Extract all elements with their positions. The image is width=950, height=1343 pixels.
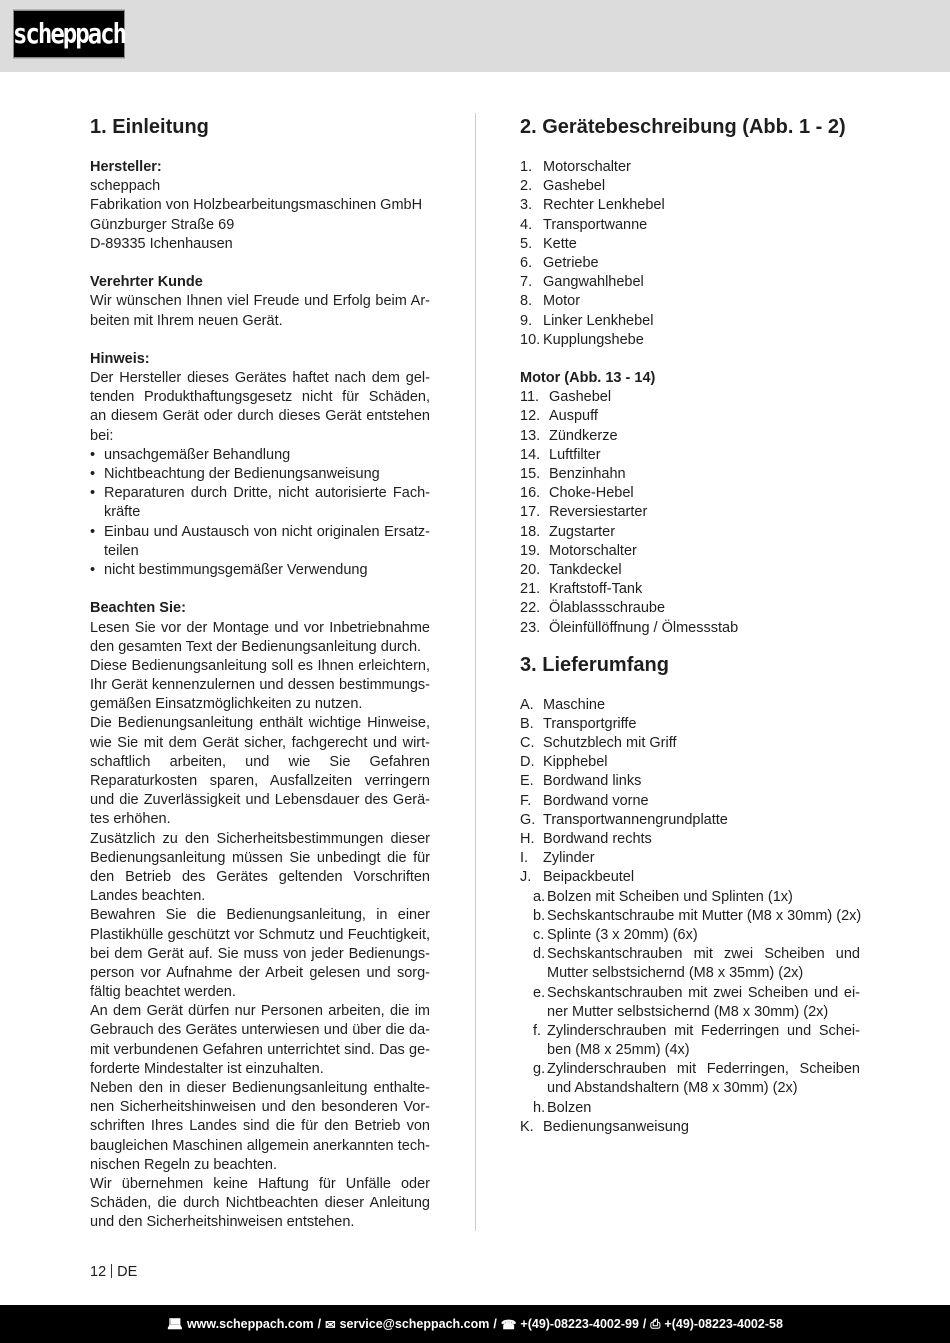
text-line: Nichtbeachtung der Bedienungsanweisung — [104, 466, 380, 483]
text-line: an diesem Gerät oder durch dieses Gerät entstehen — [90, 408, 430, 425]
item-number: 2. — [520, 178, 533, 195]
text-line: Der Hersteller dieses Gerätes haftet nach dem gel- — [90, 370, 430, 387]
item-number: 3. — [520, 197, 533, 214]
sub-item — [520, 907, 860, 926]
paragraph — [90, 599, 430, 657]
text-line: nen Sicherheitshinweisen und den besonderen Vor- — [90, 1099, 430, 1116]
sub-item — [520, 1099, 860, 1118]
item-label: Kette — [543, 235, 577, 252]
list-item — [520, 849, 860, 868]
item-label: Öleinfüllöffnung / Ölmessstab — [549, 619, 739, 636]
item-letter: d. — [533, 946, 546, 963]
text-line: Fabrikation von Holzbearbeitungsmaschinen GmbH — [90, 197, 423, 214]
text-line: Schäden, die durch Nichtbeachten dieser Anleitung — [90, 1195, 430, 1212]
parts-list — [520, 158, 860, 350]
item-letter: a. — [533, 888, 546, 905]
text-line: Landes beachten. — [90, 888, 206, 905]
footer-phone: +(49)-08223-4002-99 — [520, 1317, 639, 1331]
text-line: und die Zuverlässigkeit und Lebensdauer des Gerä- — [90, 792, 430, 809]
item-label: Bordwand links — [543, 773, 642, 790]
item-number: 15. — [520, 466, 541, 482]
item-number: 13. — [520, 427, 541, 444]
footer-website[interactable]: www.scheppach.com — [186, 1317, 314, 1331]
text-line: Einbau und Austausch von nicht originalen Ersatz- — [104, 523, 430, 540]
text-line: Sechskantschraube mit Mutter (M8 x 30mm) (2x) — [547, 907, 862, 924]
footer-fax: +(49)-08223-4002-58 — [664, 1317, 783, 1331]
item-label: Rechter Lenkhebel — [543, 197, 665, 214]
list-item — [520, 503, 860, 522]
list-item — [520, 273, 860, 292]
item-label: Kupplungshebe — [543, 331, 644, 348]
text-line: nicht bestimmungsgemäßer Verwendung — [104, 561, 368, 578]
paragraph — [90, 158, 430, 254]
item-number: 10. — [520, 331, 541, 348]
item-number: E. — [520, 773, 534, 790]
text-line: teilen — [104, 542, 139, 559]
sub-item — [520, 926, 860, 945]
item-letter: f. — [533, 1022, 542, 1039]
list-item — [520, 254, 860, 273]
item-number: F. — [520, 792, 532, 809]
list-item — [520, 407, 860, 426]
item-number: 19. — [520, 542, 541, 559]
sub-item — [520, 1060, 860, 1098]
list-item — [520, 465, 860, 484]
list-item — [520, 792, 860, 811]
text-line: Bewahren Sie die Bedienungsanleitung, in einer — [90, 907, 430, 924]
text-line: ner Mutter selbstsichernd (M8 x 30mm) (2x) — [547, 1003, 829, 1020]
item-label: Luftfilter — [549, 446, 601, 463]
item-label: Bordwand rechts — [543, 831, 652, 847]
section-title-einleitung: 1. Einleitung — [90, 116, 209, 138]
text-line: Diese Bedienungsanleitung soll es Ihnen erleichtern, — [90, 657, 430, 674]
list-item — [520, 388, 860, 407]
text-line: kräfte — [104, 504, 141, 521]
scope-list — [520, 696, 860, 888]
section-title-geraetebeschreibung: 2. Gerätebeschreibung (Abb. 1 - 2) — [520, 116, 846, 138]
text-line: Sechskantschrauben mit zwei Scheiben und — [547, 946, 860, 963]
text-line: Neben den in dieser Bedienungsanleitung enthalte- — [90, 1080, 430, 1097]
paragraph-heading: Beachten Sie: — [90, 600, 186, 617]
paragraph — [90, 906, 430, 1002]
bullet-icon: • — [90, 466, 96, 483]
bullet-item — [90, 561, 430, 580]
item-letter: g. — [533, 1061, 546, 1078]
item-label: Ölablassschraube — [549, 600, 666, 617]
item-number: 22. — [520, 600, 541, 617]
list-item — [520, 292, 860, 311]
text-line: gemäßen Einsatzmöglichkeiten zu nutzen. — [90, 696, 363, 713]
item-number: 5. — [520, 235, 533, 252]
item-letter: c. — [533, 926, 545, 943]
item-number: A. — [520, 696, 534, 713]
text-line: beiten mit Ihrem neuen Gerät. — [90, 312, 283, 329]
bullet-item — [90, 523, 430, 561]
item-label: Benzinhahn — [549, 466, 626, 482]
list-item — [520, 868, 860, 887]
text-line: Sechskantschrauben mit zwei Scheiben und ei- — [547, 984, 860, 1001]
item-label: Transportgriffe — [543, 715, 637, 732]
sub-item — [520, 888, 860, 907]
item-label: Zündkerze — [549, 427, 618, 444]
text-line: person vor Aufnahme der Arbeit gelesen und sorg- — [90, 964, 430, 981]
bullet-item — [90, 465, 430, 484]
text-line: Wir übernehmen keine Haftung für Unfälle oder — [90, 1175, 430, 1192]
item-label — [547, 907, 861, 926]
text-line: Die Bedienungsanleitung enthält wichtige Hinweise, — [90, 715, 430, 732]
bullet-text — [104, 465, 430, 484]
text-line: ben (M8 x 25mm) (4x) — [547, 1042, 690, 1059]
bullet-item — [90, 484, 430, 522]
text-line: schriften Ihres Landes sind die für den Betrieb von — [90, 1118, 430, 1135]
text-line: Mutter selbstsichernd (M8 x 35mm) (2x) — [547, 965, 804, 982]
header-bar — [0, 0, 950, 72]
item-number: 18. — [520, 523, 541, 540]
list-item — [520, 158, 860, 177]
list-item — [520, 177, 860, 196]
list-item — [520, 580, 860, 599]
item-label: Gashebel — [543, 178, 606, 195]
item-label: Transportwanne — [543, 216, 648, 233]
spacer — [90, 580, 430, 599]
list-item — [520, 561, 860, 580]
item-label: Linker Lenkhebel — [543, 312, 654, 329]
text-line: tenden Produkthaftungsgesetz nicht für Schäden, — [90, 389, 430, 406]
item-number: 11. — [520, 389, 540, 406]
text-line: fältig beachtet werden. — [90, 984, 236, 1001]
item-label: Beipackbeutel — [543, 869, 635, 886]
text-line: Plastikhülle geschützt vor Schmutz und Feuchtigkeit, — [90, 926, 430, 943]
item-number: 14. — [520, 446, 541, 463]
fax-icon: ⎙ — [650, 1316, 661, 1331]
item-number: 6. — [520, 254, 533, 271]
text-line: An dem Gerät dürfen nur Personen arbeiten, die im — [90, 1003, 430, 1020]
item-number: H. — [520, 831, 535, 847]
list-item — [520, 427, 860, 446]
item-number: 23. — [520, 619, 541, 636]
text-line: Reparaturkosten sparen, Ausfallzeiten verringern — [90, 773, 430, 790]
text-line: nischen Regeln zu beachten. — [90, 1156, 278, 1173]
item-label — [547, 1099, 860, 1118]
bullet-item — [90, 446, 430, 465]
text-line: bei: — [90, 427, 114, 444]
item-number: 12. — [520, 408, 541, 425]
text-line: Gebrauch des Gerätes unterwiesen und über die da- — [90, 1022, 430, 1039]
sub-item — [520, 1022, 860, 1060]
text-line: Zylinderschrauben mit Federringen, Scheiben — [547, 1061, 860, 1078]
paragraph-heading: Verehrter Kunde — [90, 274, 203, 291]
list-item — [520, 811, 860, 830]
item-label: Getriebe — [543, 254, 599, 271]
list-item — [520, 734, 860, 753]
item-number: 17. — [520, 504, 541, 521]
right-column — [520, 115, 860, 1137]
list-item — [520, 542, 860, 561]
list-item — [520, 753, 860, 772]
list-item: K. Bedienungsanweisung — [520, 1118, 689, 1135]
item-number: I. — [520, 850, 529, 867]
motor-heading: Motor (Abb. 13 - 14) — [520, 370, 656, 387]
text-line: Günzburger Straße 69 — [90, 216, 235, 233]
item-number: J. — [520, 869, 532, 886]
paragraph — [90, 830, 430, 907]
bullet-icon: • — [90, 446, 96, 463]
telephone-icon: ☎ — [500, 1317, 517, 1332]
text-line: Zylinderschrauben mit Federringen und Schei- — [547, 1022, 860, 1039]
item-label: Gashebel — [549, 389, 612, 406]
paragraph — [90, 350, 430, 446]
list-item — [520, 331, 860, 350]
text-line: Bolzen — [547, 1099, 592, 1116]
list-item — [520, 696, 860, 715]
list-item — [520, 312, 860, 331]
item-label: Choke-Hebel — [549, 485, 634, 502]
envelope-icon: ✉︎ — [325, 1317, 336, 1332]
bullet-text — [104, 446, 430, 465]
item-label: Maschine — [543, 696, 606, 713]
text-line: mit verbundenen Gefahren unterrichtet sind. Das ge- — [90, 1041, 430, 1058]
text-line: Splinte (3 x 20mm) (6x) — [547, 926, 698, 943]
text-line: und den Sicherheitshinweisen entstehen. — [90, 1214, 355, 1231]
text-line: Reparaturen durch Dritte, nicht autorisierte Fach- — [104, 485, 430, 502]
spacer — [90, 331, 430, 350]
list-item — [520, 446, 860, 465]
paragraph-heading: Hersteller: — [90, 159, 162, 175]
text-line: den Betrieb des Gerätes geltenden Vorschriften — [90, 868, 430, 885]
item-number: B. — [520, 715, 534, 732]
column-divider — [475, 113, 476, 1231]
text-line: bei dem Gerät auf. Sie muss von jeder Bedienungs- — [90, 945, 430, 962]
item-number: 16. — [520, 485, 541, 502]
list-item — [520, 619, 860, 638]
list-item — [520, 216, 860, 235]
item-number: 7. — [520, 274, 533, 291]
item-label: Kipphebel — [543, 754, 608, 771]
section-title-lieferumfang: 3. Lieferumfang — [520, 653, 669, 676]
item-label: Motorschalter — [543, 159, 631, 175]
item-label: Schutzblech mit Griff — [543, 735, 677, 752]
text-line: Bolzen mit Scheiben und Splinten (1x) — [547, 888, 793, 905]
footer-bar: 💻︎ www.scheppach.com / ✉︎ service@scheppach.com / ☎ +(49)-08223-4002-99 / ⎙ +(49)-08223-4002-58 — [0, 1305, 950, 1343]
motor-parts-list — [520, 388, 860, 637]
item-label: Auspuff — [549, 408, 598, 425]
item-number: C. — [520, 735, 535, 752]
item-number: 9. — [520, 312, 533, 329]
bullet-text — [104, 484, 430, 522]
computer-icon: 💻︎ — [167, 1316, 183, 1331]
text-line: Bedienungsanleitung müssen Sie unbedingt die für — [90, 849, 430, 866]
text-line: Zusätzlich zu den Sicherheitsbestimmungen dieser — [90, 830, 430, 847]
list-item — [520, 235, 860, 254]
paragraph — [90, 1175, 430, 1233]
paragraph-heading: Hinweis: — [90, 350, 150, 367]
scheppach-logo: scheppach — [13, 10, 125, 58]
text-line: Lesen Sie vor der Montage und vor Inbetriebnahme — [90, 619, 430, 636]
text-line: Ihr Gerät kennenzulernen und dessen bestimmungs- — [90, 677, 430, 694]
item-number: 1. — [520, 159, 533, 175]
item-label — [547, 945, 860, 983]
item-label: Motorschalter — [549, 542, 637, 559]
bullet-icon: • — [90, 561, 96, 578]
item-label — [547, 926, 860, 945]
text-line: schaftlich arbeiten, und wie Sie Gefahren — [90, 753, 430, 770]
item-label — [547, 888, 860, 907]
item-label: Gangwahlhebel — [543, 274, 644, 291]
list-item — [520, 830, 860, 849]
item-letter: b. — [533, 907, 546, 924]
text-line: den gesamten Text der Bedienungsanleitung durch. — [90, 638, 422, 655]
text-line: unsachgemäßer Behandlung — [104, 446, 291, 463]
bullet-icon: • — [90, 523, 96, 540]
left-column — [90, 115, 430, 1233]
list-item — [520, 484, 860, 503]
text-line: Wir wünschen Ihnen viel Freude und Erfolg beim Ar- — [90, 293, 430, 310]
item-label: Transportwannengrundplatte — [543, 811, 728, 828]
list-item — [520, 715, 860, 734]
paragraph — [90, 714, 430, 829]
item-label — [547, 1060, 860, 1098]
text-line: baugleichen Maschinen allgemein anerkannten tech- — [90, 1137, 430, 1154]
item-letter: h. — [533, 1099, 546, 1116]
item-number: 4. — [520, 216, 533, 233]
item-label — [547, 984, 860, 1022]
list-item — [520, 599, 860, 618]
item-label: Zylinder — [543, 850, 595, 867]
paragraph — [90, 273, 430, 331]
list-item — [520, 772, 860, 791]
item-label: Bordwand vorne — [543, 792, 649, 809]
sub-item — [520, 945, 860, 983]
bullet-text — [104, 561, 430, 580]
paragraph — [90, 1002, 430, 1079]
text-line: forderte Mindestalter ist einzuhalten. — [90, 1060, 324, 1077]
paragraph — [90, 1079, 430, 1175]
text-line: tes erhöhen. — [90, 811, 171, 828]
item-number: 8. — [520, 293, 533, 310]
footer-email[interactable]: service@scheppach.com — [339, 1317, 490, 1331]
bullet-text — [104, 523, 430, 561]
text-line: und Abstandshaltern (M8 x 30mm) (2x) — [547, 1080, 798, 1097]
item-label: Zugstarter — [549, 523, 616, 540]
page-number: 12 DE — [90, 1264, 138, 1280]
item-letter: e. — [533, 984, 546, 1001]
text-line: D-89335 Ichenhausen — [90, 235, 233, 252]
item-label: Reversiestarter — [549, 504, 648, 521]
item-label: Tankdeckel — [549, 561, 622, 578]
bullet-icon: • — [90, 485, 96, 502]
list-item — [520, 196, 860, 215]
sub-item — [520, 984, 860, 1022]
text-line: scheppach — [90, 178, 161, 195]
item-label: Kraftstoff-Tank — [549, 581, 643, 598]
item-number: D. — [520, 754, 535, 771]
item-number: 21. — [520, 581, 541, 598]
spacer — [90, 254, 430, 273]
accessory-bag-list — [520, 888, 860, 1118]
list-item — [520, 523, 860, 542]
paragraph — [90, 657, 430, 715]
item-number: G. — [520, 811, 536, 828]
item-label: Motor — [543, 293, 581, 310]
item-label — [547, 1022, 860, 1060]
item-number: 20. — [520, 561, 541, 578]
text-line: wie Sie mit dem Gerät sicher, fachgerecht und wirt- — [90, 734, 430, 751]
einleitung-body — [90, 158, 430, 1233]
